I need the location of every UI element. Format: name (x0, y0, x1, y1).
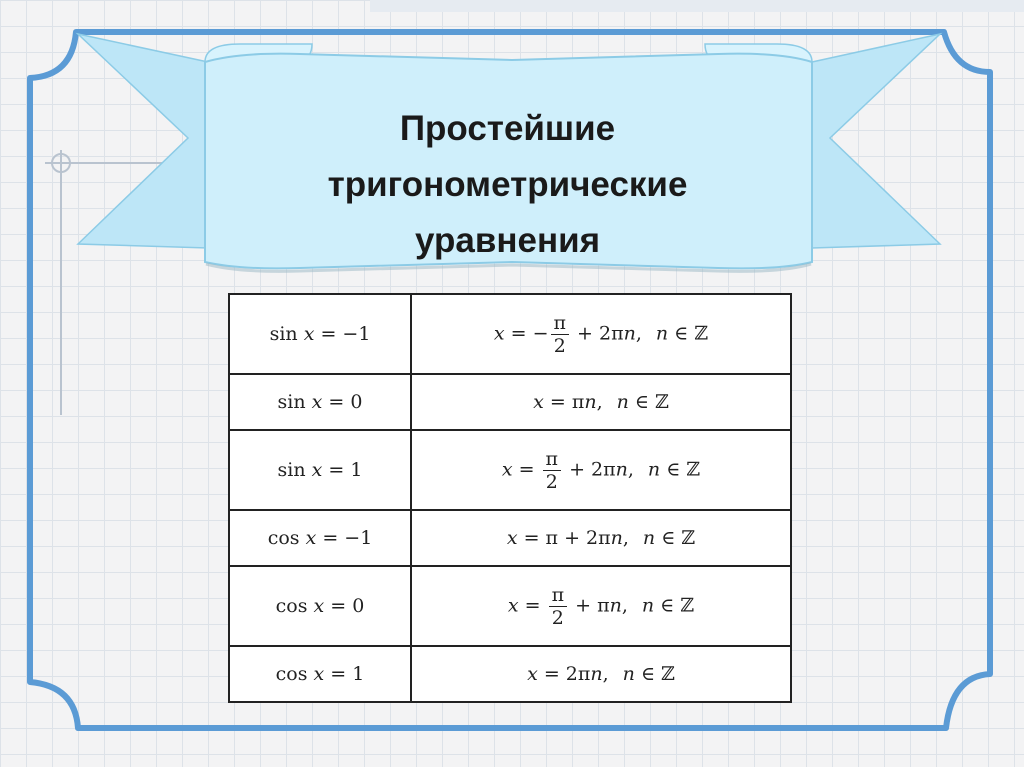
fraction (551, 312, 570, 357)
variable: x (313, 663, 325, 685)
equation-relation: = 1 (324, 663, 365, 685)
solution-cell (411, 646, 791, 702)
variable: x (311, 459, 323, 481)
top-band (370, 0, 1024, 12)
function-name: cos (275, 663, 308, 685)
equation-relation: = 0 (322, 391, 363, 413)
title-line-2: тригонометрические (327, 165, 688, 204)
separator-comma: , (627, 458, 634, 480)
variable: x (305, 527, 317, 549)
equations-table-body (229, 294, 791, 702)
equation-cell (229, 510, 411, 566)
solution-variable: x (501, 458, 513, 480)
fraction-numerator: π (551, 312, 570, 335)
equation-cell (229, 646, 411, 702)
fraction-numerator: π (543, 448, 562, 471)
solution-variable: x (506, 527, 518, 549)
banner-right-wing (812, 34, 940, 248)
function-name: sin (277, 391, 306, 413)
table-row (229, 646, 791, 702)
fraction-denominator: 2 (553, 334, 566, 357)
table-row (229, 510, 791, 566)
condition-set: ∈ ℤ (654, 594, 695, 616)
condition-set: ∈ ℤ (668, 322, 709, 344)
table-row (229, 566, 791, 646)
solution-variable: x (533, 391, 544, 413)
table-row (229, 294, 791, 374)
equation-cell (229, 566, 411, 646)
solution-prefix: = − (504, 322, 549, 344)
solution-cell (411, 510, 791, 566)
fraction (549, 584, 568, 629)
solution-prefix: = π + 2π (517, 527, 611, 549)
condition-set: ∈ ℤ (655, 527, 696, 549)
variable: x (313, 595, 325, 617)
separator-comma: , (602, 663, 609, 685)
separator-comma: , (596, 391, 603, 413)
equation-cell (229, 374, 411, 430)
separator-comma: , (635, 322, 642, 344)
equation-relation: = −1 (316, 527, 373, 549)
solution-prefix: = (518, 594, 547, 616)
integer-variable: n (623, 322, 636, 344)
variable: x (311, 391, 323, 413)
integer-variable: n (609, 594, 622, 616)
condition-variable: n (655, 322, 669, 344)
solution-period: + 2π (571, 322, 624, 344)
function-name: sin (269, 323, 298, 345)
condition-set: ∈ ℤ (660, 458, 701, 480)
title-line-3: уравнения (414, 221, 601, 260)
fraction-denominator: 2 (551, 606, 564, 629)
solution-prefix: = 2π (537, 663, 591, 685)
separator-comma: , (622, 527, 629, 549)
function-name: cos (275, 595, 308, 617)
table-row (229, 430, 791, 510)
integer-variable: n (610, 527, 623, 549)
solution-variable: x (493, 322, 505, 344)
integer-variable: n (615, 458, 628, 480)
solution-cell (411, 374, 791, 430)
equation-cell (229, 430, 411, 510)
solution-cell (411, 430, 791, 510)
solution-cell (411, 566, 791, 646)
condition-variable: n (642, 527, 656, 549)
solution-prefix: = π (543, 391, 585, 413)
title-line-1: Простейшие (399, 109, 616, 148)
equation-relation: = 1 (322, 459, 363, 481)
solution-variable: x (527, 663, 538, 685)
integer-variable: n (584, 391, 597, 413)
solution-period: + π (569, 594, 610, 616)
solution-prefix: = (512, 458, 541, 480)
equation-relation: = 0 (324, 595, 365, 617)
fraction (543, 448, 562, 493)
function-name: cos (267, 527, 300, 549)
function-name: sin (277, 459, 306, 481)
fraction-denominator: 2 (545, 470, 558, 493)
variable: x (303, 323, 315, 345)
solution-period: + 2π (563, 458, 616, 480)
banner-left-wing (78, 34, 208, 248)
solution-variable: x (507, 594, 519, 616)
integer-variable: n (590, 663, 603, 685)
condition-variable: n (622, 663, 635, 685)
slide-title (205, 95, 810, 275)
fraction-numerator: π (549, 584, 568, 607)
condition-variable: n (647, 458, 661, 480)
condition-set: ∈ ℤ (628, 391, 669, 413)
table-row (229, 374, 791, 430)
equation-cell (229, 294, 411, 374)
condition-set: ∈ ℤ (634, 663, 675, 685)
equation-relation: = −1 (314, 323, 371, 345)
condition-variable: n (641, 594, 655, 616)
equations-table (228, 293, 792, 703)
condition-variable: n (616, 391, 629, 413)
separator-comma: , (621, 594, 628, 616)
solution-cell (411, 294, 791, 374)
